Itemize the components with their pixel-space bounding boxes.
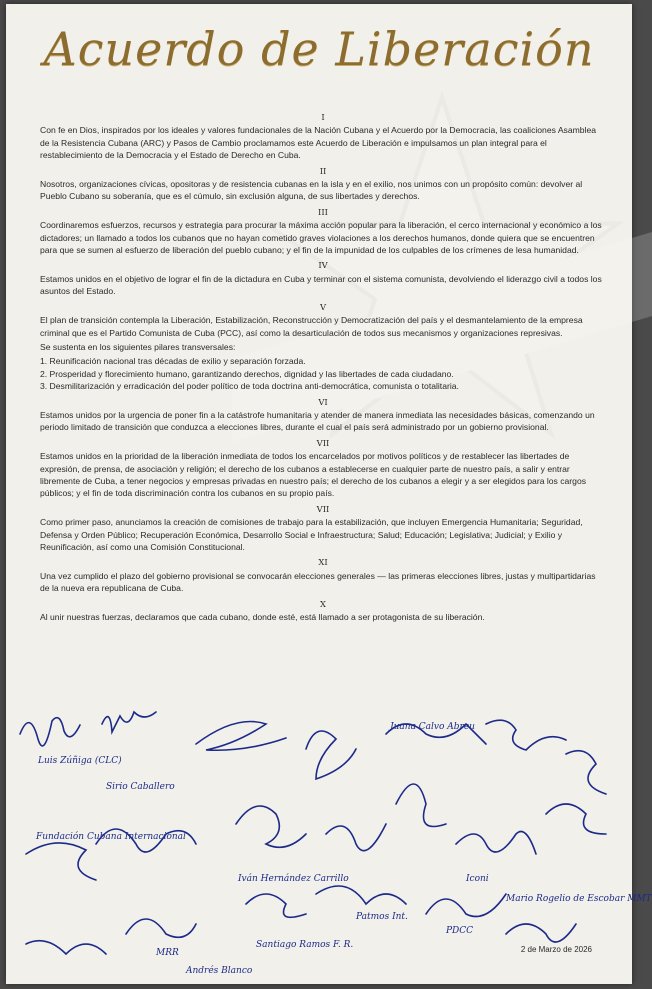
section-paragraph: Coordinaremos esfuerzos, recursos y estrategia para procurar la máxima acción popular para la liberación, el cerco internacional y económico a los dictadores; un llamado a todos los cubanos que no hayan cometido graves violaciones a los derechos humanos, donde quiera que se encuentren para que se sumen al esfuerzo de liberación del pueblo cubano; y el fin de la impunidad de los culpables de los crímenes de lesa humanidad. bbox=[40, 220, 602, 256]
signature-6: PDCC bbox=[446, 926, 474, 936]
signature-11: Sirio Caballero bbox=[106, 782, 175, 792]
signature-2: Fundación Cubana Internacional bbox=[36, 832, 186, 842]
signature-5: Patmos Int. bbox=[356, 912, 408, 922]
signature-4: Juana Calvo Abreu bbox=[390, 722, 475, 732]
section-numeral: II bbox=[319, 165, 327, 176]
signature-9: Santiago Ramos F. R. bbox=[256, 940, 354, 950]
signature-1: Luis Zúñiga (CLC) bbox=[38, 756, 122, 766]
pillar-item: 1. Reunificación nacional tras décadas de exilio y separación forzada. bbox=[40, 356, 306, 367]
section-numeral: VII bbox=[316, 437, 330, 448]
section-paragraph: Estamos unidos en la prioridad de la liberación inmediata de todos los encarcelados por motivos políticos y de restablecer las libertades de expresión, de prensa, de asociación y religión; el derecho de los cubanos a establecerse en cualquier parte de nuestro país, a salir y entrar libremente de Cuba, a tener negocios y empresas privadas en nuestro país; el derecho de los cubanos a elegir y a ser elegidos para los cargos públicos; y el fin de toda discriminación contra los cubanos en su propio país. bbox=[40, 451, 587, 499]
section-paragraph: Como primer paso, anunciamos la creación de comisiones de trabajo para la estabilización, que incluyen Emergencia Humanitaria; Seguridad, Defensa y Orden Público; Recuperación Económica, Desarrollo Social e Infraestructura; Salud; Educación; Legislativa; Judicial; y Exilio y Reunificación, así como una Comisión Constitucional. bbox=[40, 517, 583, 552]
section-numeral: I bbox=[321, 112, 325, 122]
section-paragraph: Al unir nuestras fuerzas, declaramos que cada cubano, donde esté, está llamado a ser protagonista de su liberación. bbox=[40, 612, 485, 623]
pillar-item: 2. Prosperidad y florecimiento humano, garantizando derechos, dignidad y las libertades de cada ciudadano. bbox=[40, 368, 454, 379]
signatures-area bbox=[6, 704, 652, 984]
document-date: 2 de Marzo de 2026 bbox=[520, 945, 592, 954]
document-sheet bbox=[6, 4, 652, 984]
section-numeral: VI bbox=[318, 396, 328, 407]
section-paragraph: El plan de transición contempla la Liberación, Estabilización, Reconstrucción y Democratización del país y el desmantelamiento de la empresa criminal que es el Partido Comunista de Cuba (PCC), así como la desarticulación de todos sus mecanismos y organizaciones represivas. bbox=[40, 315, 583, 338]
signature-12: Iconi bbox=[466, 874, 489, 884]
section-numeral: III bbox=[318, 206, 328, 217]
signature-7: Mario Rogelio de Escobar MMT bbox=[506, 894, 652, 904]
pillar-item: 3. Desmilitarización y erradicación del poder político de toda doctrina anti-democrática, comunista o totalitaria. bbox=[40, 381, 459, 392]
section-numeral: IV bbox=[318, 260, 328, 271]
section-numeral: X bbox=[320, 598, 326, 609]
signature-8: Andrés Blanco bbox=[186, 966, 253, 976]
document-title: Acuerdo de Liberación bbox=[43, 22, 595, 76]
signature-10: MRR bbox=[156, 948, 179, 958]
section-paragraph: Estamos unidos en el objetivo de lograr el fin de la dictadura en Cuba y terminar con el sistema comunista, devolviendo el liderazgo civil a todos los asuntos del Estado. bbox=[40, 273, 602, 297]
section-paragraph: Con fe en Dios, inspirados por los ideales y valores fundacionales de la Nación Cubana y el Acuerdo por la Democracia, las coaliciones Asamblea de la Resistencia Cubana (ARC) y Pasos de Cambio proclamamos este Acuerdo de Liberación e impulsamos un plan integral para el restablecimiento de la Democracia y el Estado de Derecho en Cuba. bbox=[40, 125, 597, 161]
section-paragraph: Una vez cumplido el plazo del gobierno provisional se convocarán elecciones generales — las primeras elecciones libres, justas y multipartidarias de la nueva era republicana de Cuba. bbox=[40, 570, 596, 594]
section-numeral: V bbox=[319, 301, 327, 312]
section-numeral: XI bbox=[318, 557, 328, 568]
section-paragraph: Estamos unidos por la urgencia de poner fin a la catástrofe humanitaria y atender de manera inmediata las necesidades básicas, comenzando un periodo limitado de transición que conduzca a elecciones libres, durante el cual el país será administrado por un gobierno provisional. bbox=[40, 409, 595, 433]
section-paragraph: Nosotros, organizaciones cívicas, opositoras y de resistencia cubanas en la isla y en el exilio, nos unimos con un propósito común: devolver al Pueblo Cubano su soberanía, que es el cúmulo, sin exclusión alguna, de sus libertades y derechos. bbox=[40, 179, 583, 202]
document-body bbox=[40, 108, 606, 625]
section-numeral: VII bbox=[316, 503, 330, 514]
section-paragraph: Se sustenta en los siguientes pilares transversales: bbox=[40, 341, 236, 352]
signature-3: Iván Hernández Carrillo bbox=[238, 874, 349, 884]
